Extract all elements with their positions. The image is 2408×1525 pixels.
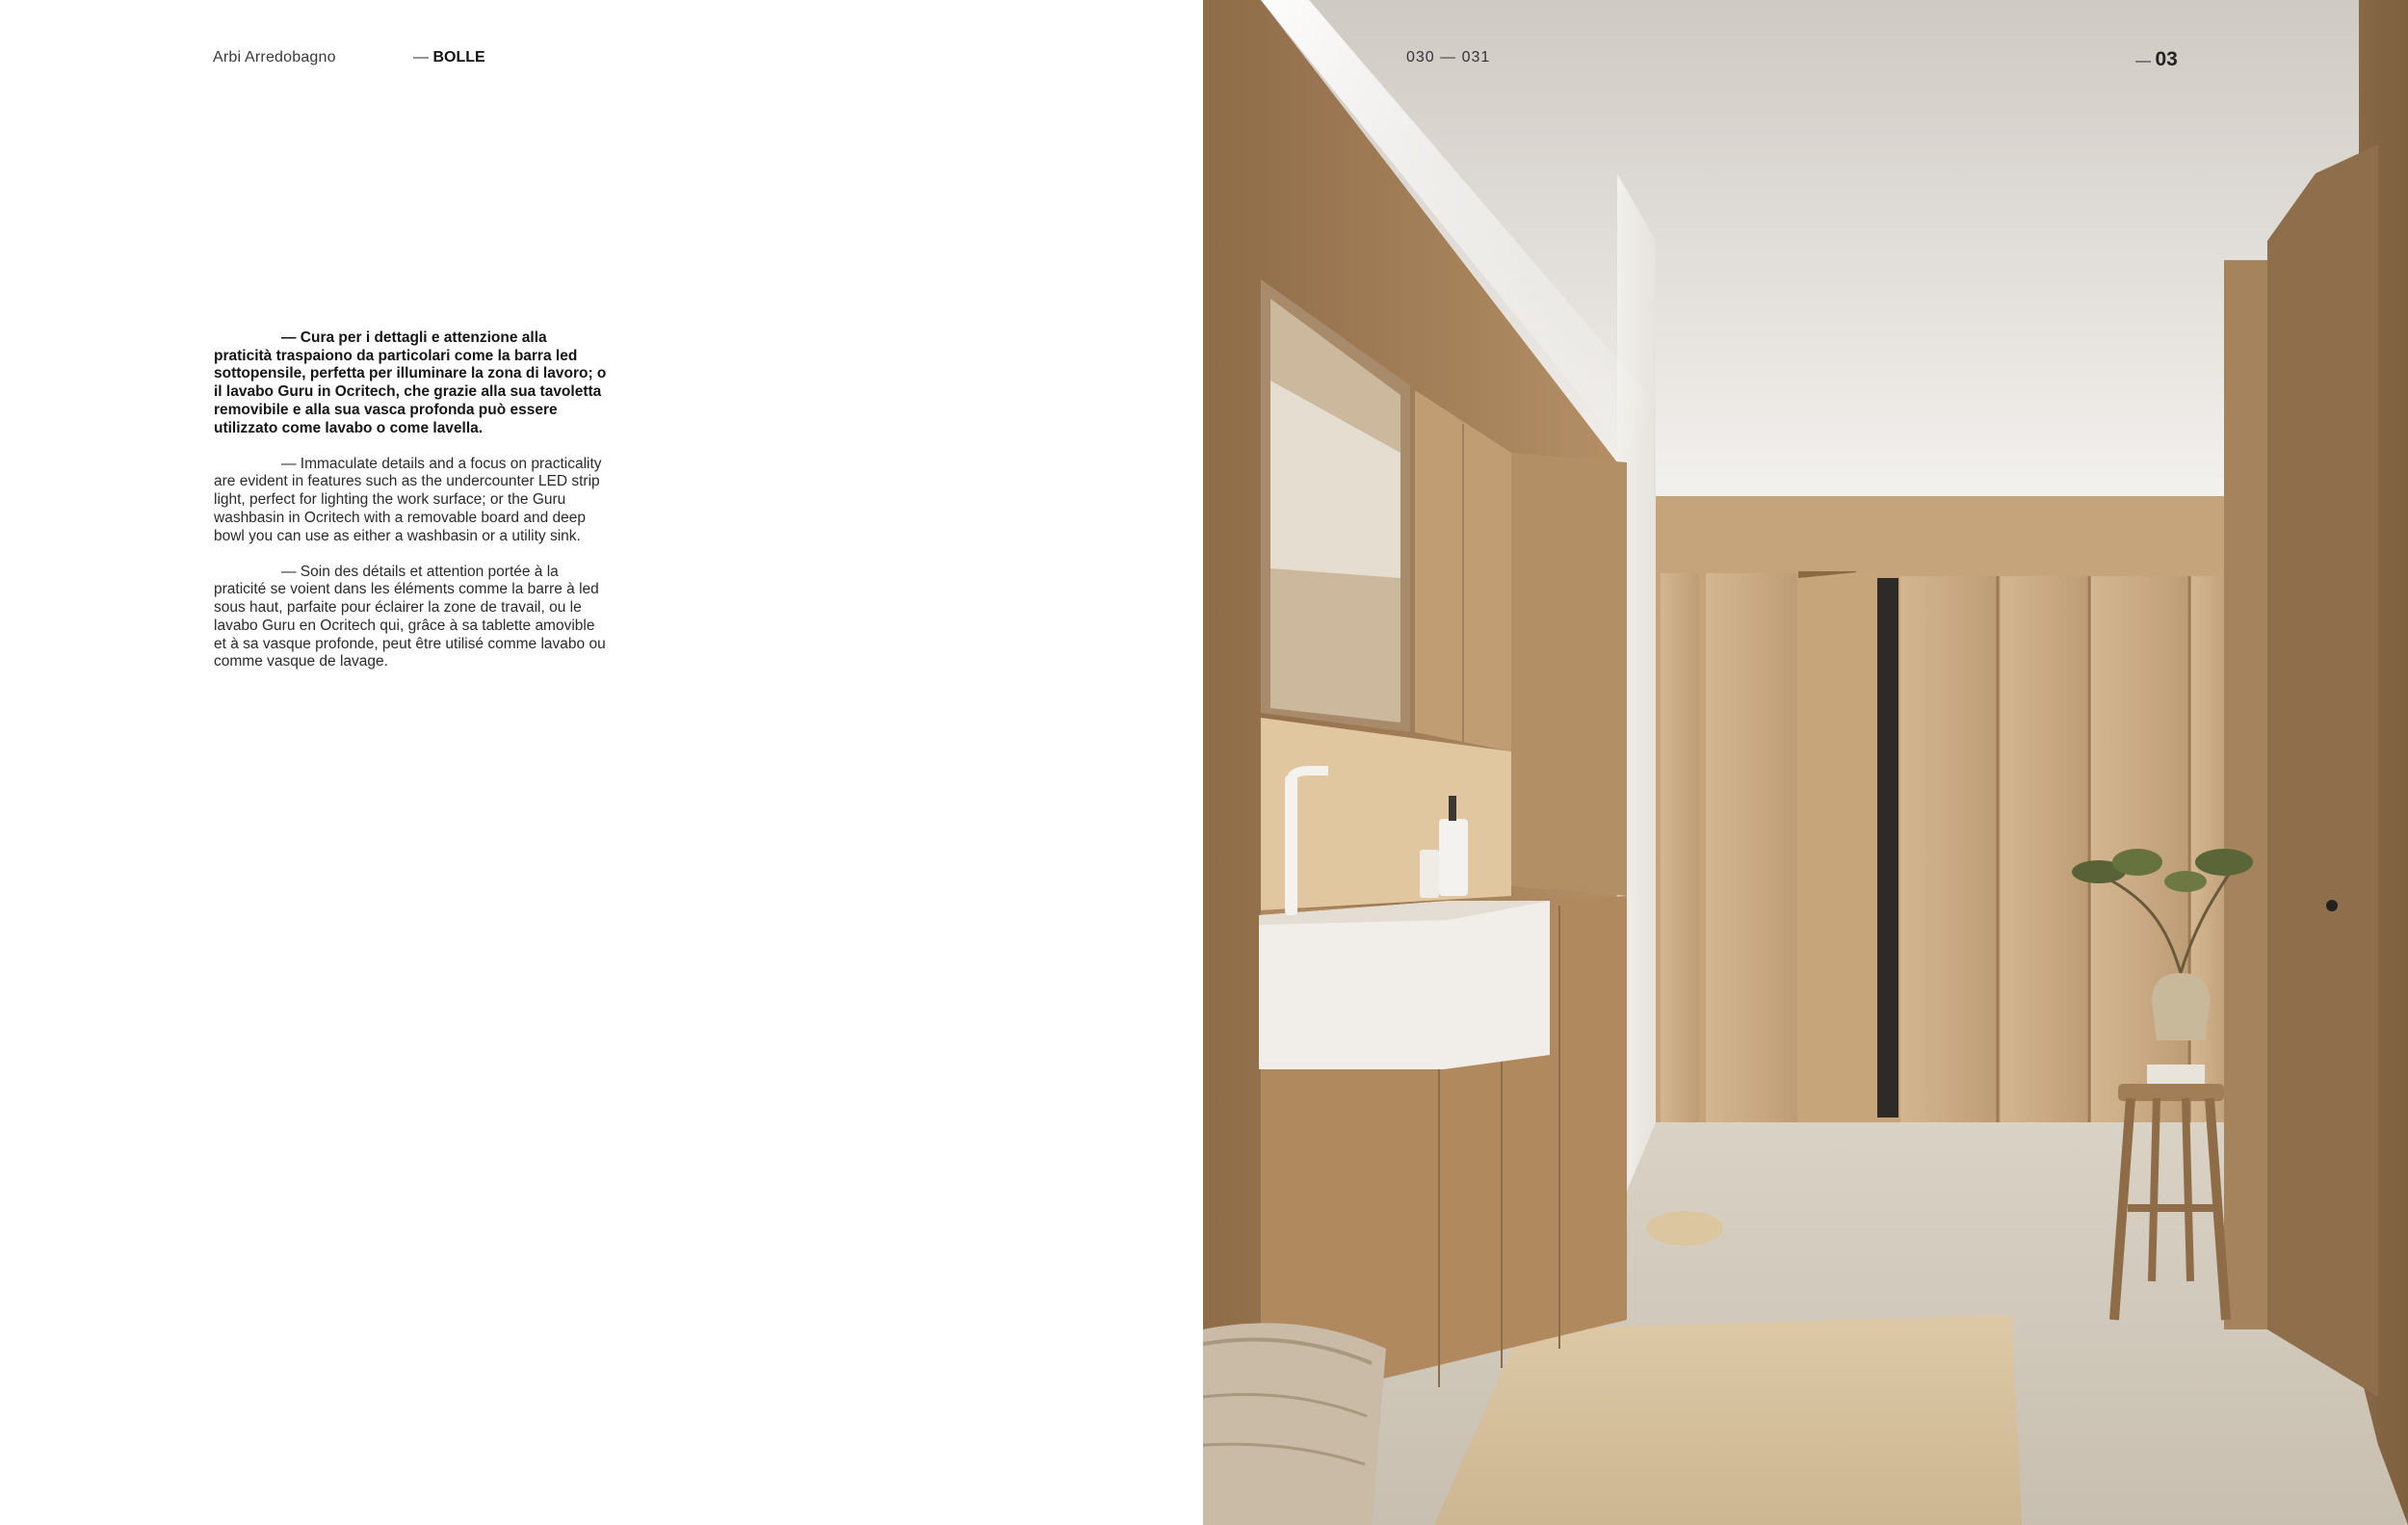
chapter-number <box>2135 48 2178 71</box>
wardrobe-doors <box>1661 570 2234 1127</box>
interior-photo <box>1203 0 2408 1525</box>
page-numbers: 030 — 031 <box>1406 49 1491 66</box>
collection-title: BOLLE <box>432 49 485 66</box>
collection-dash: — <box>413 49 433 66</box>
left-page <box>0 0 1203 1525</box>
brand-name: Arbi Arredobagno <box>213 49 336 66</box>
rug <box>1434 1315 2022 1525</box>
backsplash <box>1261 718 1511 910</box>
photo-page <box>1203 0 2408 1525</box>
paragraph-english: — Immaculate details and a focus on practicality are evident in features such as the undercounter LED strip light, perfect for lighting the work surface; or the Guru washbasin in Ocritech with a removable board and deep bowl you can use as either a washbasin or a utility sink. <box>214 455 602 544</box>
collection-name <box>413 49 485 66</box>
chapter-dash: — <box>2135 53 2156 69</box>
description-block <box>214 329 609 689</box>
sink <box>1259 901 1550 1069</box>
paragraph-italian: — Cura per i dettagli e attenzione alla praticità traspaiono da particolari come la barra led sottopensile, perfetta per illuminare la zona di lavoro; o il lavabo Guru in Ocritech, che grazie alla sua tavoletta removibile e alla sua vasca profonda può essere utilizzato come lavabo o come lavella. <box>214 329 607 436</box>
sponge <box>1646 1211 1723 1246</box>
laundry-basket <box>1203 1323 1386 1525</box>
paragraph-french: — Soin des détails et attention portée à la praticité se voient dans les éléments comme la barre à led sous haut, parfaite pour éclairer la zone de travail, ou le lavabo Guru en Ocritech qui, grâce à sa tablette amovible et à sa vasque profonde, peut être utilisé comme lavabo ou comme vasque de lavage. <box>214 563 606 670</box>
chapter-value: 03 <box>2155 48 2178 70</box>
